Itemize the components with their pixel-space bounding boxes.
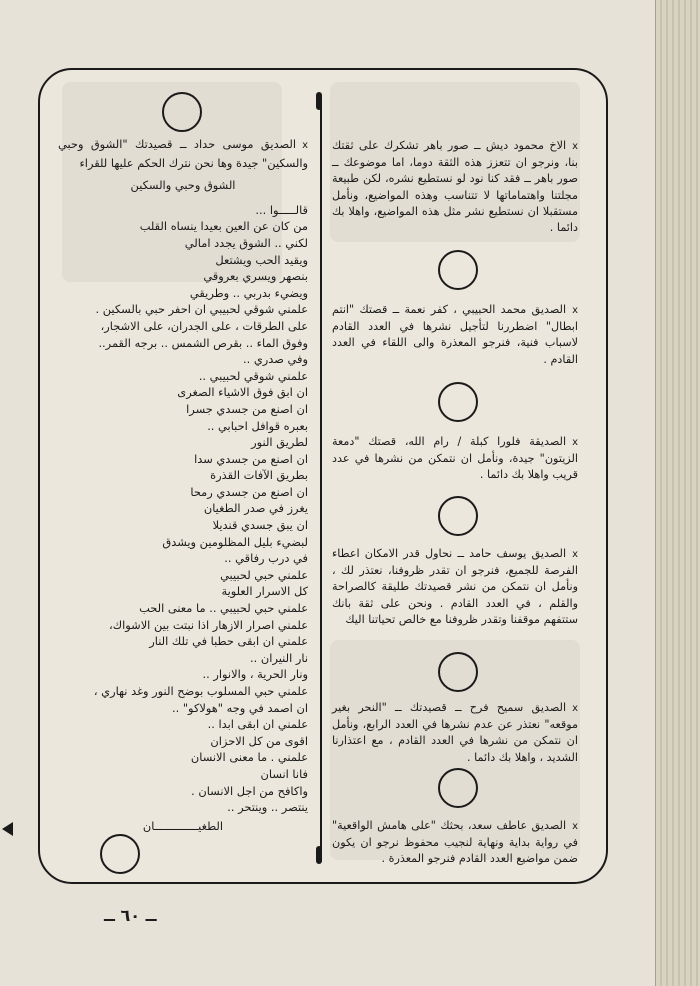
poem-line: على الطرقات ، على الجدران، على الاشجار، [100,318,308,333]
poem-line: ان ابق فوق الاشياء الصغرى [177,385,308,400]
poem-line: ان اصمد في وجه "هولاكو" .. [171,700,308,715]
reply-text: الصديق سميح فرح ــ قصيدتك ــ "النحر بغير موقعه" نعتذر عن عدم نشرها في العدد الرابع، ونأمل ان نتمكن من نشرها في العدد القادم ، مع اعتذارنا الشديد ، واهلا بك دائما . [332,701,578,764]
bullet-mark: x [572,549,578,560]
poem-line: ان اصنع من جسدي رمحا [190,484,308,499]
circle-ornament [162,92,202,132]
reply-text: الصديق محمد الحبيبي ، كفر نعمة ــ قصتك "انتم ابطال" اضطررنا لتأجيل نشرها في العدد القادم لاسباب فنية، فنرجو المعذرة والى اللقاء في العدد القادم . [332,303,578,366]
poem-line: ويضيء بدربي .. وطريقي [189,285,308,300]
poem-line: لطريق النور [251,435,308,450]
divider-top-cap [316,92,322,110]
poem-line: نار النيران .. [250,650,308,665]
bullet-mark: x [572,141,578,152]
poem-line: ينتصر .. وينتحر .. [227,800,308,815]
reply-text: الصديقة فلورا كبلة / رام الله، قصتك "دمعة الزيتون" جيدة، ونأمل ان نتمكن من نشرها في عدد قريب واهلا بك دائما . [332,435,578,482]
column-divider [320,96,322,856]
poem-line: واكافح من اجل الانسان . [191,783,308,798]
poem-line: لبضيء بليل المظلومين ويشدق [162,534,308,549]
poem-line: وفي صدري .. [243,352,308,367]
reply-text: الصديق عاطف سعد، بحثك "على هامش الواقعية" في رواية بداية ونهاية لنجيب محفوظ نرجو ان يكون ضمن مواضيع العدد القادم فنرجو المعذرة . [332,819,578,866]
circle-ornament [438,652,478,692]
poem-line: ان اصنع من جسدي جسرا [186,401,308,416]
poem-column [58,136,308,834]
bullet-mark: x [572,703,578,714]
circle-ornament [438,382,478,422]
reader-reply-2 [332,302,578,368]
poem-line: من كان عن العين بعيدا ينساه القلب [139,219,308,234]
poem-line: قالـــــوا ... [255,202,308,217]
bullet-mark: x [572,305,578,316]
circle-ornament [100,834,140,874]
page-number: ــ ٦٠ ــ [104,906,157,925]
circle-ornament [438,496,478,536]
poem-line: اقوى من كل الاحزان [210,733,308,748]
poem-line: علمني حبي المسلوب بوضح النور وغد نهاري ، [93,684,308,698]
poem-line: علمني شوقي لحبيبي .. [198,368,308,383]
poem-line: الطغيـــــــــــــان [142,818,224,833]
poem-line: علمني . ما معنى الانسان [190,750,308,765]
poem-line: علمني حبي لحبيبي .. ما معنى الحب [139,601,308,616]
poem-line: فانا انسان [260,766,308,781]
poem-title: الشوق وحبي والسكين [130,178,236,193]
poem-line: علمني ان ابقى حطبا في تلك النار [149,634,308,649]
reader-reply-3 [332,434,578,484]
poem-line: علمني شوقي لحبيبي ان احفر حبي بالسكين . [95,302,308,317]
poem-line: ان يبق جسدي قنديلا [212,518,308,533]
poem-line: ان اصنع من جسدي سدا [194,451,308,466]
circle-ornament [438,250,478,290]
poem-line: يغرز في صدر الطغيان [203,501,308,516]
poem-line: بعبره قوافل احبابي .. [207,418,308,433]
divider-bottom-cap [316,846,322,864]
poem-line: بطريق الآفات القذرة [210,468,308,483]
reply-text: الاخ محمود ديش ــ صور باهر تشكرك على ثقتك بنا، ونرجو ان تتعزز هذه الثقة دوما، اما موضوعك ــ صور باهر ــ فقد كنا نود لو نستطيع نشره، لكن طبيعة مجلتنا واهتماماتها لا تتناسب وهذه المواضيع، ونأمل مستقبلا ان نستطيع نشر مثل هذه المواضيع، واهلا بك دائما . [332,139,578,235]
poem-line: كل الاسرار العلوية [221,584,308,599]
poem-body [58,202,308,835]
poem-intro [58,136,308,171]
poem-line: ونار الحرية ، والانوار .. [202,667,308,682]
reader-reply-5 [332,700,578,766]
poem-line: في درب رفاقي .. [224,551,308,566]
poem-line: ويقيد الحب ويشتعل [215,252,308,267]
reader-reply-4 [332,546,578,628]
reader-reply-6 [332,818,578,868]
reply-text: الصديق يوسف حامد ــ نحاول قدر الامكان اعطاء الفرصة للجميع، فنرجو ان تقدر ظروفنا، نعتذر لك ، ونأمل ان نتمكن من نشر قصيدتك طليقة كالصراحة والقلم ، في العدد القادم . ونحن على ثقة بانك ستتفهم موقفنا وتقدر ظروفنا مع خالص تحياتنا اليك [332,547,578,626]
poem-line: وفوق الماء .. بقرص الشمس .. برجه القمر.. [98,335,308,350]
page-edge [655,0,700,986]
bullet-mark: x [572,437,578,448]
intro-text: الصديق موسى حداد ــ قصيدتك "الشوق وحبي والسكين" جيدة وها نحن نترك الحكم عليها للقراء [58,137,308,170]
page-marker-arrow-icon [2,822,13,836]
poem-line: لكني .. الشوق يجدد امالي [184,235,308,250]
circle-ornament [438,768,478,808]
reader-reply-1 [332,138,578,236]
poem-line: علمني اصرار الازهار اذا نبتت بين الاشواك، [109,617,308,632]
bullet-mark: x [302,140,308,151]
poem-line: علمني حبي لحبيبي [220,567,308,582]
poem-line: علمني ان ابقى ابدا .. [207,717,308,732]
bullet-mark: x [572,821,578,832]
poem-line: بنصهر ويسري بعروقي [203,269,308,284]
